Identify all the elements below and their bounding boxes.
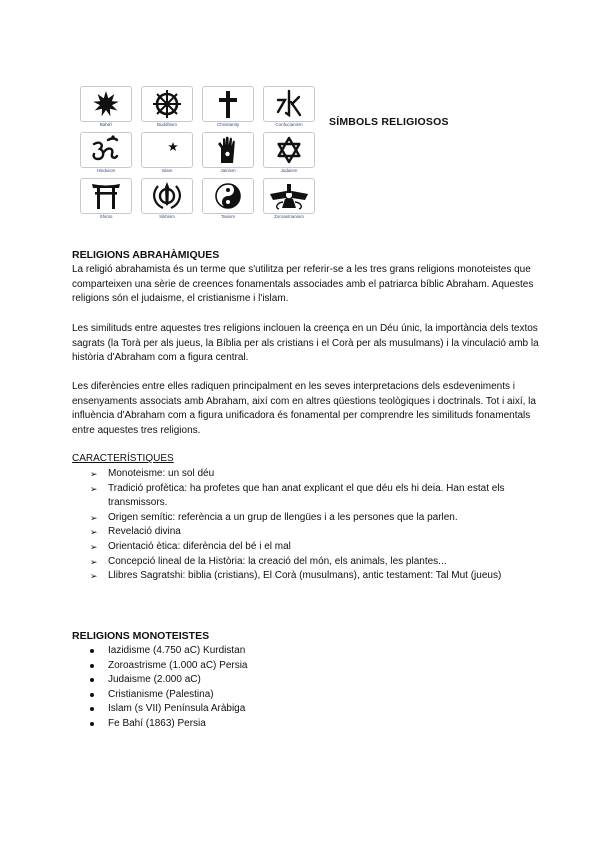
symbol-caption: Hinduism (96, 168, 116, 173)
dharma-wheel-icon (152, 89, 182, 119)
symbols-title: SÍMBOLS RELIGIOSOS (329, 116, 449, 128)
symbol-cell (80, 86, 132, 130)
religious-symbols-image (80, 86, 320, 222)
list-item: Cristianisme (Palestina) (90, 688, 490, 703)
faravahar-icon (269, 181, 309, 211)
symbol-cell (202, 178, 254, 222)
khanda-icon (152, 181, 182, 211)
water-character-icon (274, 89, 304, 119)
list-item: ➢ Concepció lineal de la Història: la creació del món, els animals, les plantes... (90, 555, 447, 567)
symbol-caption: Christianity (216, 122, 240, 127)
list-item: ➢ Monoteisme: un sol déu (90, 468, 215, 479)
star-crescent-icon (152, 135, 182, 165)
list-item: ➢ Orientació ètica: diferència del bé i el mal (90, 540, 291, 552)
list-item: Fe Bahí (1863) Persia (90, 717, 490, 732)
heading-abrahamic: RELIGIONS ABRAHÀMIQUES (72, 249, 220, 261)
characteristics-label: CARACTERÍSTIQUES (72, 453, 174, 464)
monotheistic-list (90, 644, 490, 732)
characteristics-list (90, 467, 530, 584)
list-item: ➢ Origen semític: referència a un grup de llengües i a les persones que la parlen. (90, 511, 458, 523)
nine-pointed-star-icon (91, 89, 121, 119)
list-item: Iazidisme (4.750 aC) Kurdistan (90, 644, 490, 659)
symbol-caption: Bahá'í (99, 122, 113, 127)
symbol-cell (263, 132, 315, 176)
paragraph-intro: La religió abrahamista és un terme que s'utilitza per referir-se a les tres grans religions monoteistes que comparteixen una sèrie de creences fonamentals associades amb el patriarca bíblic Abraham. Aquestes religions són el judaisme, el cristianisme i l'islam. (72, 264, 534, 305)
symbol-caption: Sikhism (159, 214, 175, 219)
symbol-caption: Islam (161, 168, 173, 173)
paragraph-differences: Les diferències entre elles radiquen principalment en les seves interpretacions dels esdeveniments i ensenyaments associats amb Abraham, així com en altres qüestions teològiques i doctrinals. Tot i així, la influència d'Abraham com a figura unificadora és fonamental per comprendre les similituds fonamentals entre aquestes tres religions. (72, 381, 536, 436)
symbol-cell (263, 86, 315, 130)
symbol-caption: Jainism (220, 168, 236, 173)
symbol-cell (141, 132, 193, 176)
yin-yang-icon (213, 181, 243, 211)
symbol-caption: Judaism (280, 168, 298, 173)
star-of-david-icon (274, 135, 304, 165)
symbol-caption: Buddhism (156, 122, 177, 127)
symbol-caption: Zoroastrianism (274, 214, 304, 219)
jain-hand-icon (213, 135, 243, 165)
symbol-caption: Confucianism (275, 122, 303, 127)
symbol-caption: Shinto (99, 214, 113, 219)
symbol-cell (141, 86, 193, 130)
symbol-cell (141, 178, 193, 222)
symbol-cell (202, 86, 254, 130)
om-icon (90, 135, 122, 165)
list-item: Islam (s VII) Península Aràbiga (90, 702, 490, 717)
symbol-cell (80, 178, 132, 222)
torii-icon (91, 181, 121, 211)
symbol-cell (263, 178, 315, 222)
latin-cross-icon (213, 89, 243, 119)
paragraph-similarities: Les similituds entre aquestes tres religions inclouen la creença en un Déu únic, la importància dels textos sagrats (la Torà per als jueus, la Bíblia per als cristians i el Corà per als musulmans) i la vinculació amb la història d'Abraham com a figura central. (72, 323, 539, 364)
list-item: ➢ Revelació divina (90, 526, 181, 538)
list-item: Zoroastrisme (1.000 aC) Persia (90, 659, 490, 674)
list-item: ➢ Llibres Sagratshi: biblia (cristians), El Corà (musulmans), antic testament: Tal Mut (jueus) (90, 570, 502, 582)
symbol-caption: Taoism (220, 214, 236, 219)
heading-monotheistic: RELIGIONS MONOTEISTES (72, 630, 210, 642)
list-item: Judaisme (2.000 aC) (90, 673, 490, 688)
symbol-cell (80, 132, 132, 176)
list-item: ➢ Tradició profètica: ha profetes que han anat explicant el que déu els hi deia. Han estat els transmissors. (90, 482, 505, 509)
symbol-cell (202, 132, 254, 176)
